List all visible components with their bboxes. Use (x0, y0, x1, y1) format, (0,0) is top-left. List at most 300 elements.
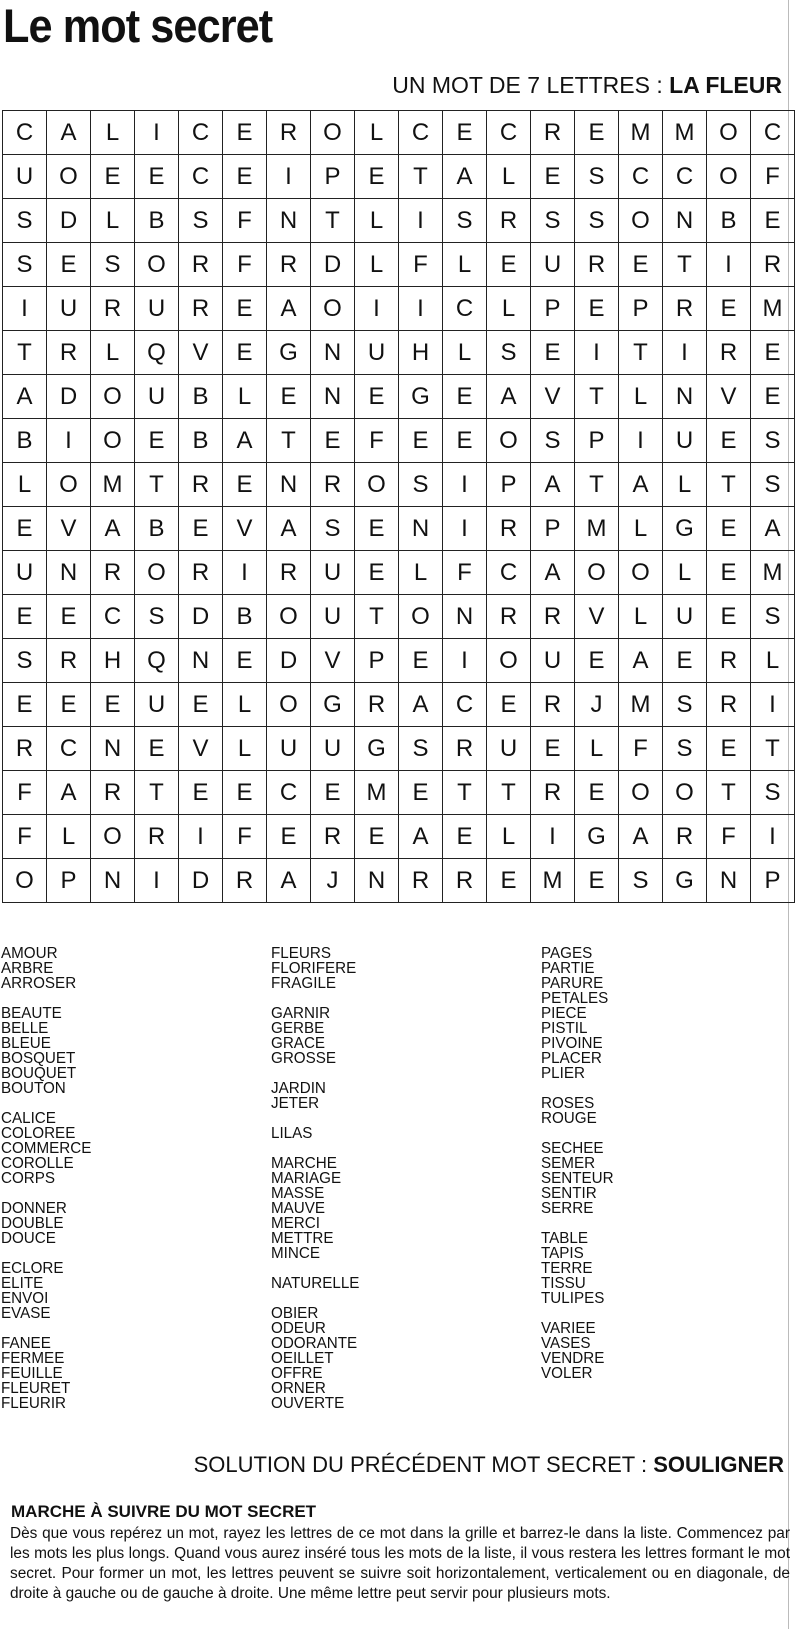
grid-cell[interactable]: R (443, 859, 487, 903)
grid-cell[interactable]: S (91, 243, 135, 287)
grid-cell[interactable]: C (399, 111, 443, 155)
grid-cell[interactable]: E (399, 419, 443, 463)
grid-cell[interactable]: O (135, 243, 179, 287)
grid-cell[interactable]: J (311, 859, 355, 903)
grid-cell[interactable]: E (311, 419, 355, 463)
grid-cell[interactable]: S (311, 507, 355, 551)
grid-cell[interactable]: S (3, 199, 47, 243)
grid-cell[interactable]: R (575, 243, 619, 287)
grid-cell[interactable]: C (179, 155, 223, 199)
grid-cell[interactable]: E (707, 419, 751, 463)
grid-cell[interactable]: E (223, 331, 267, 375)
grid-cell[interactable]: R (223, 859, 267, 903)
grid-cell[interactable]: R (267, 243, 311, 287)
grid-cell[interactable]: C (443, 683, 487, 727)
grid-cell[interactable]: R (355, 683, 399, 727)
grid-cell[interactable]: N (267, 463, 311, 507)
grid-cell[interactable]: N (47, 551, 91, 595)
grid-cell[interactable]: V (47, 507, 91, 551)
grid-cell[interactable]: L (487, 155, 531, 199)
grid-cell[interactable]: N (355, 859, 399, 903)
grid-cell[interactable]: L (575, 727, 619, 771)
grid-cell[interactable]: S (179, 199, 223, 243)
grid-cell[interactable]: I (135, 111, 179, 155)
grid-cell[interactable]: C (487, 551, 531, 595)
grid-cell[interactable]: O (707, 155, 751, 199)
grid-cell[interactable]: C (91, 595, 135, 639)
grid-cell[interactable]: L (443, 243, 487, 287)
grid-cell[interactable]: A (267, 507, 311, 551)
grid-cell[interactable]: O (91, 815, 135, 859)
grid-cell[interactable]: R (179, 287, 223, 331)
grid-cell[interactable]: P (751, 859, 795, 903)
grid-cell[interactable]: O (311, 111, 355, 155)
grid-cell[interactable]: E (575, 771, 619, 815)
grid-cell[interactable]: L (443, 331, 487, 375)
grid-cell[interactable]: F (399, 243, 443, 287)
grid-cell[interactable]: I (751, 815, 795, 859)
grid-cell[interactable]: U (311, 551, 355, 595)
grid-cell[interactable]: P (355, 639, 399, 683)
grid-cell[interactable]: L (223, 683, 267, 727)
grid-cell[interactable]: T (619, 331, 663, 375)
grid-cell[interactable]: O (487, 419, 531, 463)
grid-cell[interactable]: L (223, 727, 267, 771)
grid-cell[interactable]: O (575, 551, 619, 595)
grid-cell[interactable]: C (751, 111, 795, 155)
grid-cell[interactable]: M (531, 859, 575, 903)
grid-cell[interactable]: E (663, 639, 707, 683)
grid-cell[interactable]: H (91, 639, 135, 683)
grid-cell[interactable]: S (619, 859, 663, 903)
grid-cell[interactable]: N (311, 331, 355, 375)
grid-cell[interactable]: B (135, 199, 179, 243)
grid-cell[interactable]: F (707, 815, 751, 859)
grid-cell[interactable]: L (487, 287, 531, 331)
grid-cell[interactable]: E (47, 595, 91, 639)
grid-cell[interactable]: P (487, 463, 531, 507)
grid-cell[interactable]: A (399, 683, 443, 727)
grid-cell[interactable]: U (135, 683, 179, 727)
grid-cell[interactable]: U (135, 287, 179, 331)
grid-cell[interactable]: Q (135, 639, 179, 683)
grid-cell[interactable]: U (135, 375, 179, 419)
grid-cell[interactable]: E (443, 815, 487, 859)
grid-cell[interactable]: O (663, 771, 707, 815)
grid-cell[interactable]: F (3, 771, 47, 815)
grid-cell[interactable]: B (135, 507, 179, 551)
grid-cell[interactable]: C (47, 727, 91, 771)
grid-cell[interactable]: L (355, 111, 399, 155)
grid-cell[interactable]: M (663, 111, 707, 155)
grid-cell[interactable]: B (179, 419, 223, 463)
grid-cell[interactable]: Q (135, 331, 179, 375)
grid-cell[interactable]: T (707, 771, 751, 815)
grid-cell[interactable]: A (223, 419, 267, 463)
grid-cell[interactable]: E (355, 375, 399, 419)
grid-cell[interactable]: T (355, 595, 399, 639)
grid-cell[interactable]: A (487, 375, 531, 419)
grid-cell[interactable]: I (267, 155, 311, 199)
grid-cell[interactable]: U (663, 419, 707, 463)
grid-cell[interactable]: D (179, 595, 223, 639)
grid-cell[interactable]: S (531, 199, 575, 243)
grid-cell[interactable]: O (267, 595, 311, 639)
grid-cell[interactable]: I (575, 331, 619, 375)
grid-cell[interactable]: A (47, 771, 91, 815)
grid-cell[interactable]: I (223, 551, 267, 595)
grid-cell[interactable]: S (751, 463, 795, 507)
grid-cell[interactable]: L (3, 463, 47, 507)
grid-cell[interactable]: T (751, 727, 795, 771)
grid-cell[interactable]: E (179, 771, 223, 815)
grid-cell[interactable]: I (531, 815, 575, 859)
grid-cell[interactable]: I (135, 859, 179, 903)
grid-cell[interactable]: R (267, 551, 311, 595)
grid-cell[interactable]: T (267, 419, 311, 463)
grid-cell[interactable]: U (3, 551, 47, 595)
grid-cell[interactable]: D (311, 243, 355, 287)
grid-cell[interactable]: T (575, 463, 619, 507)
grid-cell[interactable]: A (751, 507, 795, 551)
grid-cell[interactable]: M (91, 463, 135, 507)
grid-cell[interactable]: E (487, 683, 531, 727)
grid-cell[interactable]: L (487, 815, 531, 859)
grid-cell[interactable]: C (3, 111, 47, 155)
grid-cell[interactable]: H (399, 331, 443, 375)
grid-cell[interactable]: A (619, 639, 663, 683)
grid-cell[interactable]: N (179, 639, 223, 683)
grid-cell[interactable]: R (311, 815, 355, 859)
grid-cell[interactable]: O (487, 639, 531, 683)
grid-cell[interactable]: E (443, 111, 487, 155)
grid-cell[interactable]: S (487, 331, 531, 375)
grid-cell[interactable]: O (355, 463, 399, 507)
grid-cell[interactable]: N (91, 727, 135, 771)
grid-cell[interactable]: M (575, 507, 619, 551)
grid-cell[interactable]: E (707, 507, 751, 551)
grid-cell[interactable]: B (179, 375, 223, 419)
grid-cell[interactable]: E (91, 683, 135, 727)
grid-cell[interactable]: C (179, 111, 223, 155)
grid-cell[interactable]: C (619, 155, 663, 199)
grid-cell[interactable]: N (443, 595, 487, 639)
grid-cell[interactable]: E (751, 375, 795, 419)
grid-cell[interactable]: G (267, 331, 311, 375)
grid-cell[interactable]: U (47, 287, 91, 331)
grid-cell[interactable]: R (487, 595, 531, 639)
grid-cell[interactable]: S (751, 771, 795, 815)
grid-cell[interactable]: B (3, 419, 47, 463)
grid-cell[interactable]: A (443, 155, 487, 199)
grid-cell[interactable]: R (91, 771, 135, 815)
grid-cell[interactable]: P (575, 419, 619, 463)
grid-cell[interactable]: R (707, 683, 751, 727)
grid-cell[interactable]: N (663, 199, 707, 243)
grid-cell[interactable]: I (707, 243, 751, 287)
grid-cell[interactable]: E (619, 243, 663, 287)
grid-cell[interactable]: I (179, 815, 223, 859)
grid-cell[interactable]: L (223, 375, 267, 419)
grid-cell[interactable]: R (707, 331, 751, 375)
grid-cell[interactable]: E (223, 771, 267, 815)
grid-cell[interactable]: E (575, 287, 619, 331)
grid-cell[interactable]: E (179, 683, 223, 727)
grid-cell[interactable]: L (355, 243, 399, 287)
grid-cell[interactable]: O (311, 287, 355, 331)
grid-cell[interactable]: O (267, 683, 311, 727)
grid-cell[interactable]: B (223, 595, 267, 639)
grid-cell[interactable]: E (707, 727, 751, 771)
grid-cell[interactable]: F (751, 155, 795, 199)
grid-cell[interactable]: J (575, 683, 619, 727)
grid-cell[interactable]: T (135, 463, 179, 507)
grid-cell[interactable]: G (663, 507, 707, 551)
grid-cell[interactable]: E (223, 155, 267, 199)
grid-cell[interactable]: S (3, 639, 47, 683)
grid-cell[interactable]: A (399, 815, 443, 859)
grid-cell[interactable]: S (751, 419, 795, 463)
grid-cell[interactable]: E (707, 595, 751, 639)
grid-cell[interactable]: A (267, 859, 311, 903)
grid-cell[interactable]: A (267, 287, 311, 331)
grid-cell[interactable]: P (531, 287, 575, 331)
grid-cell[interactable]: R (531, 595, 575, 639)
grid-cell[interactable]: E (707, 287, 751, 331)
grid-cell[interactable]: A (531, 551, 575, 595)
grid-cell[interactable]: R (3, 727, 47, 771)
grid-cell[interactable]: A (619, 815, 663, 859)
grid-cell[interactable]: O (47, 463, 91, 507)
grid-cell[interactable]: F (223, 815, 267, 859)
grid-cell[interactable]: C (487, 111, 531, 155)
grid-cell[interactable]: R (179, 243, 223, 287)
grid-cell[interactable]: O (91, 419, 135, 463)
grid-cell[interactable]: D (47, 199, 91, 243)
grid-cell[interactable]: E (575, 111, 619, 155)
grid-cell[interactable]: E (135, 419, 179, 463)
grid-cell[interactable]: E (531, 331, 575, 375)
grid-cell[interactable]: U (3, 155, 47, 199)
grid-cell[interactable]: R (91, 551, 135, 595)
grid-cell[interactable]: T (443, 771, 487, 815)
grid-cell[interactable]: P (311, 155, 355, 199)
grid-cell[interactable]: V (179, 331, 223, 375)
grid-cell[interactable]: U (355, 331, 399, 375)
grid-cell[interactable]: I (355, 287, 399, 331)
grid-cell[interactable]: E (487, 243, 531, 287)
grid-cell[interactable]: O (707, 111, 751, 155)
grid-cell[interactable]: F (355, 419, 399, 463)
grid-cell[interactable]: V (223, 507, 267, 551)
grid-cell[interactable]: E (399, 771, 443, 815)
grid-cell[interactable]: S (751, 595, 795, 639)
grid-cell[interactable]: R (47, 639, 91, 683)
grid-cell[interactable]: T (399, 155, 443, 199)
grid-cell[interactable]: E (135, 155, 179, 199)
grid-cell[interactable]: E (443, 419, 487, 463)
grid-cell[interactable]: D (179, 859, 223, 903)
grid-cell[interactable]: E (3, 507, 47, 551)
grid-cell[interactable]: V (179, 727, 223, 771)
grid-cell[interactable]: I (47, 419, 91, 463)
grid-cell[interactable]: E (399, 639, 443, 683)
grid-cell[interactable]: O (619, 199, 663, 243)
grid-cell[interactable]: E (3, 595, 47, 639)
grid-cell[interactable]: R (531, 683, 575, 727)
grid-cell[interactable]: E (47, 683, 91, 727)
grid-cell[interactable]: M (751, 551, 795, 595)
grid-cell[interactable]: O (3, 859, 47, 903)
grid-cell[interactable]: E (355, 551, 399, 595)
grid-cell[interactable]: E (355, 815, 399, 859)
grid-cell[interactable]: T (487, 771, 531, 815)
grid-cell[interactable]: F (3, 815, 47, 859)
grid-cell[interactable]: L (619, 595, 663, 639)
grid-cell[interactable]: A (91, 507, 135, 551)
grid-cell[interactable]: L (751, 639, 795, 683)
grid-cell[interactable]: S (575, 155, 619, 199)
grid-cell[interactable]: R (399, 859, 443, 903)
grid-cell[interactable]: R (487, 199, 531, 243)
grid-cell[interactable]: E (135, 727, 179, 771)
grid-cell[interactable]: O (619, 551, 663, 595)
grid-cell[interactable]: E (355, 507, 399, 551)
grid-cell[interactable]: E (531, 155, 575, 199)
grid-cell[interactable]: S (531, 419, 575, 463)
grid-cell[interactable]: I (443, 507, 487, 551)
grid-cell[interactable]: M (619, 683, 663, 727)
grid-cell[interactable]: I (619, 419, 663, 463)
grid-cell[interactable]: R (91, 287, 135, 331)
grid-cell[interactable]: G (575, 815, 619, 859)
grid-cell[interactable]: C (267, 771, 311, 815)
grid-cell[interactable]: B (707, 199, 751, 243)
grid-cell[interactable]: R (267, 111, 311, 155)
grid-cell[interactable]: E (575, 859, 619, 903)
grid-cell[interactable]: S (3, 243, 47, 287)
grid-cell[interactable]: E (91, 155, 135, 199)
grid-cell[interactable]: I (399, 199, 443, 243)
grid-cell[interactable]: L (399, 551, 443, 595)
grid-cell[interactable]: U (311, 727, 355, 771)
grid-cell[interactable]: E (707, 551, 751, 595)
grid-cell[interactable]: N (91, 859, 135, 903)
grid-cell[interactable]: R (663, 287, 707, 331)
grid-cell[interactable]: L (91, 111, 135, 155)
grid-cell[interactable]: S (135, 595, 179, 639)
grid-cell[interactable]: U (267, 727, 311, 771)
grid-cell[interactable]: T (663, 243, 707, 287)
grid-cell[interactable]: G (311, 683, 355, 727)
grid-cell[interactable]: G (355, 727, 399, 771)
grid-cell[interactable]: A (3, 375, 47, 419)
grid-cell[interactable]: V (707, 375, 751, 419)
grid-cell[interactable]: T (135, 771, 179, 815)
grid-cell[interactable]: L (47, 815, 91, 859)
grid-cell[interactable]: I (751, 683, 795, 727)
grid-cell[interactable]: E (223, 639, 267, 683)
grid-cell[interactable]: E (443, 375, 487, 419)
grid-cell[interactable]: F (223, 199, 267, 243)
grid-cell[interactable]: R (47, 331, 91, 375)
grid-cell[interactable]: R (179, 551, 223, 595)
grid-cell[interactable]: R (135, 815, 179, 859)
grid-cell[interactable]: L (91, 331, 135, 375)
grid-cell[interactable]: R (751, 243, 795, 287)
grid-cell[interactable]: E (311, 771, 355, 815)
grid-cell[interactable]: L (663, 463, 707, 507)
grid-cell[interactable]: T (707, 463, 751, 507)
grid-cell[interactable]: E (3, 683, 47, 727)
grid-cell[interactable]: R (707, 639, 751, 683)
grid-cell[interactable]: M (355, 771, 399, 815)
grid-cell[interactable]: R (311, 463, 355, 507)
grid-cell[interactable]: E (487, 859, 531, 903)
grid-cell[interactable]: T (575, 375, 619, 419)
grid-cell[interactable]: V (311, 639, 355, 683)
grid-cell[interactable]: C (443, 287, 487, 331)
grid-cell[interactable]: U (311, 595, 355, 639)
grid-cell[interactable]: E (179, 507, 223, 551)
grid-cell[interactable]: O (135, 551, 179, 595)
grid-cell[interactable]: M (619, 111, 663, 155)
grid-cell[interactable]: F (443, 551, 487, 595)
grid-cell[interactable]: E (355, 155, 399, 199)
grid-cell[interactable]: O (47, 155, 91, 199)
grid-cell[interactable]: I (443, 639, 487, 683)
grid-cell[interactable]: U (531, 639, 575, 683)
grid-cell[interactable]: L (619, 375, 663, 419)
grid-cell[interactable]: C (663, 155, 707, 199)
grid-cell[interactable]: S (399, 727, 443, 771)
grid-cell[interactable]: E (47, 243, 91, 287)
grid-cell[interactable]: M (751, 287, 795, 331)
grid-cell[interactable]: I (3, 287, 47, 331)
grid-cell[interactable]: R (663, 815, 707, 859)
grid-cell[interactable]: V (531, 375, 575, 419)
grid-cell[interactable]: I (399, 287, 443, 331)
grid-cell[interactable]: P (619, 287, 663, 331)
grid-cell[interactable]: R (179, 463, 223, 507)
grid-cell[interactable]: R (531, 771, 575, 815)
grid-cell[interactable]: O (619, 771, 663, 815)
grid-cell[interactable]: E (751, 331, 795, 375)
grid-cell[interactable]: D (267, 639, 311, 683)
grid-cell[interactable]: F (223, 243, 267, 287)
grid-cell[interactable]: D (47, 375, 91, 419)
grid-cell[interactable]: R (443, 727, 487, 771)
grid-cell[interactable]: P (47, 859, 91, 903)
grid-cell[interactable]: E (531, 727, 575, 771)
grid-cell[interactable]: S (575, 199, 619, 243)
grid-cell[interactable]: F (619, 727, 663, 771)
grid-cell[interactable]: L (619, 507, 663, 551)
grid-cell[interactable]: S (399, 463, 443, 507)
grid-cell[interactable]: N (663, 375, 707, 419)
grid-cell[interactable]: P (531, 507, 575, 551)
grid-cell[interactable]: A (531, 463, 575, 507)
grid-cell[interactable]: L (355, 199, 399, 243)
grid-cell[interactable]: N (267, 199, 311, 243)
grid-cell[interactable]: N (707, 859, 751, 903)
grid-cell[interactable]: R (487, 507, 531, 551)
grid-cell[interactable]: L (663, 551, 707, 595)
grid-cell[interactable]: L (91, 199, 135, 243)
grid-cell[interactable]: R (531, 111, 575, 155)
grid-cell[interactable]: E (267, 815, 311, 859)
grid-cell[interactable]: O (91, 375, 135, 419)
